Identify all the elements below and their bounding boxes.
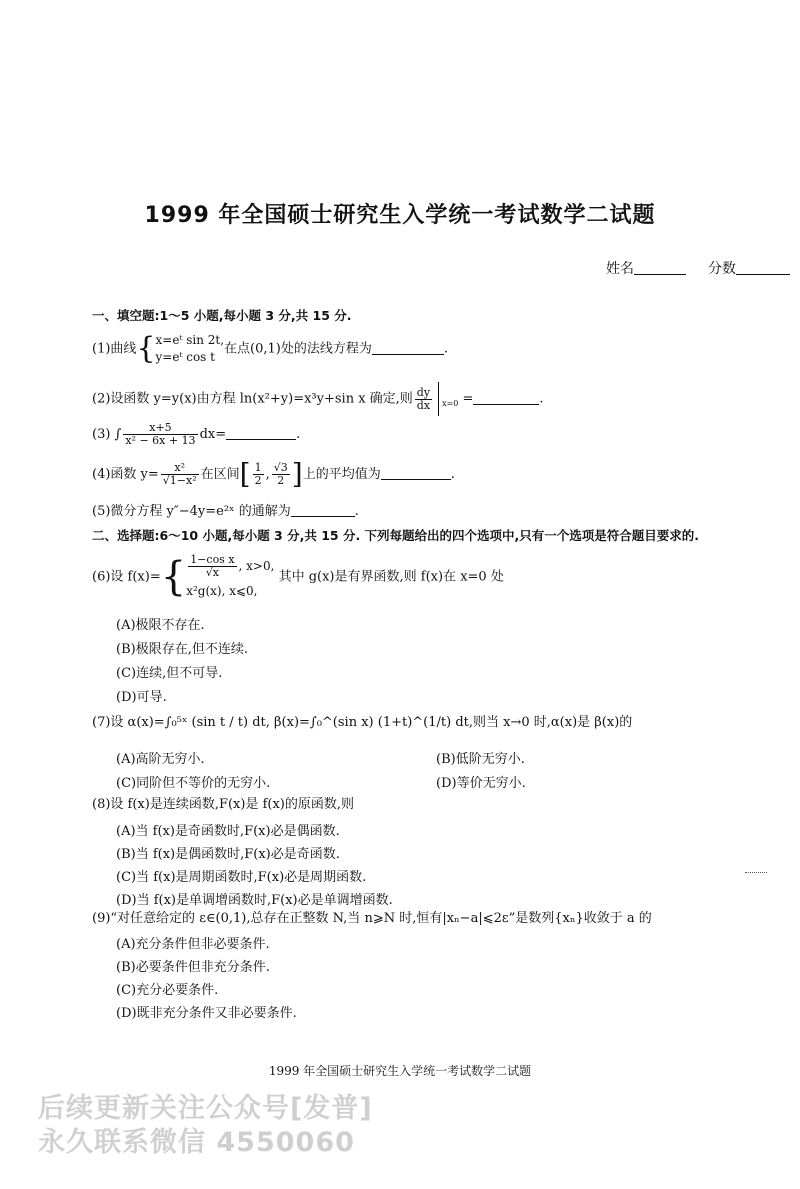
q7-option-b: (B)低阶无穷小. [436, 752, 525, 767]
q9-option-c: (C)充分必要条件. [116, 983, 219, 998]
q8-option-c: (C)当 f(x)是周期函数时,F(x)必是周期函数. [116, 870, 367, 885]
q3-suffix: dx= [199, 427, 227, 442]
q6-case1-cond: , x>0, [238, 559, 275, 573]
q8-option-d: (D)当 f(x)是单调增函数时,F(x)必是单调增函数. [116, 893, 393, 908]
watermark-line-1: 后续更新关注公众号[发普] [38, 1093, 373, 1124]
name-label: 姓名 [606, 261, 634, 277]
q7-option-a: (A)高阶无穷小. [116, 752, 205, 767]
score-label: 分数 [708, 261, 736, 277]
q1-answer-blank [372, 340, 444, 355]
scan-mark [745, 872, 767, 878]
q4-num: x² [161, 462, 199, 475]
q1-line2: y=eᵗ cos t [155, 350, 215, 364]
q8-option-a: (A)当 f(x)是奇函数时,F(x)必是偶函数. [116, 824, 340, 839]
question-7: (7)设 α(x)=∫₀⁵ˣ (sin t / t) dt, β(x)=∫₀^(sin x) (1+t)^(1/t) dt,则当 x→0 时,α(x)是 β(x)的 [92, 715, 633, 730]
q4-suffix: 上的平均值为 [302, 467, 381, 482]
q9-option-a: (A)充分条件但非必要条件. [116, 937, 270, 952]
q4-right-bracket: ] [291, 457, 303, 491]
q2-answer-blank [473, 390, 539, 405]
page-footer: 1999 年全国硕士研究生入学统一考试数学二试题 [268, 1064, 532, 1078]
question-8: (8)设 f(x)是连续函数,F(x)是 f(x)的原函数,则 [92, 797, 355, 812]
q4-a-num: 1 [254, 461, 262, 474]
q4-b-num: √3 [273, 461, 288, 474]
q6-option-a: (A)极限不存在. [116, 618, 205, 633]
q6-prefix: (6)设 f(x)= [92, 569, 161, 585]
question-2: (2)设函数 y=y(x)由方程 ln(x²+y)=x³y+sin x 确定,则 $\frac{dy}{dx}$ $_{x=0}$ = . [92, 382, 544, 416]
q2-derivative [415, 387, 432, 412]
question-6 [92, 554, 504, 600]
q1-line1: x=eᵗ sin 2t, [155, 333, 225, 347]
q2-suffix: = [462, 391, 474, 407]
score-blank [736, 260, 790, 275]
q4-interval-b [272, 462, 290, 487]
name-blank [634, 260, 686, 275]
q1-suffix: 在点(0,1)处的法线方程为 [224, 341, 372, 357]
score-field [708, 258, 790, 278]
q6-suffix: 其中 g(x)是有界函数,则 f(x)在 x=0 处 [278, 569, 504, 585]
q7-option-c: (C)同阶但不等价的无穷小. [116, 776, 271, 791]
q6-option-c: (C)连续,但不可导. [116, 666, 223, 681]
q4-answer-blank [381, 465, 451, 480]
q3-answer-blank [226, 425, 296, 440]
q2-eval-bar [438, 382, 439, 416]
question-1: (1)曲线{ x=eᵗ sin 2t, y=eᵗ cos t 在点(0,1)处的法线方程为 . [92, 331, 448, 366]
q9-option-b: (B)必要条件但非充分条件. [116, 960, 270, 975]
section-2-heading: 二、选择题:6～10 小题,每小题 3 分,共 15 分. 下列每题给出的四个选项中,只有一个选项是符合题目要求的. [92, 528, 700, 543]
q5-text: (5)微分方程 y″−4y=e²ˣ 的通解为 [92, 504, 291, 519]
q4-interval-a [253, 462, 264, 487]
q4-middle: 在区间 [200, 467, 240, 482]
question-3: (3) ∫ $\frac{x+5}{\text{x² − 6x + 13}}$ dx= . [92, 421, 301, 447]
q3-den: x² − 6x + 13 [125, 434, 196, 447]
q7-option-d: (D)等价无穷小. [436, 776, 526, 791]
q4-den: √1−x² [162, 474, 197, 487]
q4-prefix: (4)函数 y= [92, 467, 159, 482]
q6-option-b: (B)极限存在,但不连续. [116, 642, 248, 657]
q1-brace: { [136, 331, 156, 366]
q9-option-d: (D)既非充分条件又非必要条件. [116, 1006, 297, 1021]
q6-brace: { [160, 554, 187, 600]
q6-case1-frac [188, 554, 236, 579]
name-field [606, 258, 686, 278]
q2-deriv-den: dx [416, 398, 431, 412]
q6-option-d: (D)可导. [116, 690, 167, 705]
q3-num: x+5 [123, 422, 197, 435]
section-1-heading: 一、填空题:1～5 小题,每小题 3 分,共 15 分. [92, 308, 352, 323]
watermark-line-2: 永久联系微信 4550060 [38, 1127, 355, 1158]
q1-system [156, 332, 225, 366]
q2-prefix: (2)设函数 y=y(x)由方程 ln(x²+y)=x³y+sin x 确定,则 [92, 391, 413, 407]
q4-a-den: 2 [254, 474, 262, 487]
q6-cases [186, 554, 274, 600]
q1-prefix: (1)曲线 [92, 341, 137, 357]
q6-case1-num: 1−cos x [190, 553, 235, 566]
q4-function [161, 462, 199, 487]
q8-option-b: (B)当 f(x)是偶函数时,F(x)必是奇函数. [116, 847, 340, 862]
q2-deriv-num: dy [416, 385, 431, 399]
q2-eval-at: x=0 [442, 399, 459, 409]
question-4: (4)函数 y= $\frac{\text{x²}}{\text{√1−x²}}$ 在区间[ $\frac{1}{2}$ , $\frac{√3}{2}$ ]上的平均值为 . [92, 457, 455, 491]
question-9: (9)“对任意给定的 ε∈(0,1),总存在正整数 N,当 n⩾N 时,恒有|xₙ−a|⩽2ε”是数列{xₙ}收敛于 a 的 [92, 911, 652, 926]
q6-case-2: x²g(x), x⩽0, [186, 584, 258, 598]
q5-answer-blank [291, 502, 355, 517]
q4-b-den: 2 [277, 474, 285, 487]
q3-integrand [123, 422, 197, 447]
question-5: (5)微分方程 y″−4y=e²ˣ 的通解为 . [92, 504, 359, 519]
q6-case-1 [186, 554, 274, 579]
page-title: 1999 年全国硕士研究生入学统一考试数学二试题 [144, 203, 656, 228]
q6-case1-den: √x [205, 566, 219, 579]
q3-prefix: (3) ∫ [92, 427, 122, 442]
q4-left-bracket: [ [239, 457, 251, 491]
